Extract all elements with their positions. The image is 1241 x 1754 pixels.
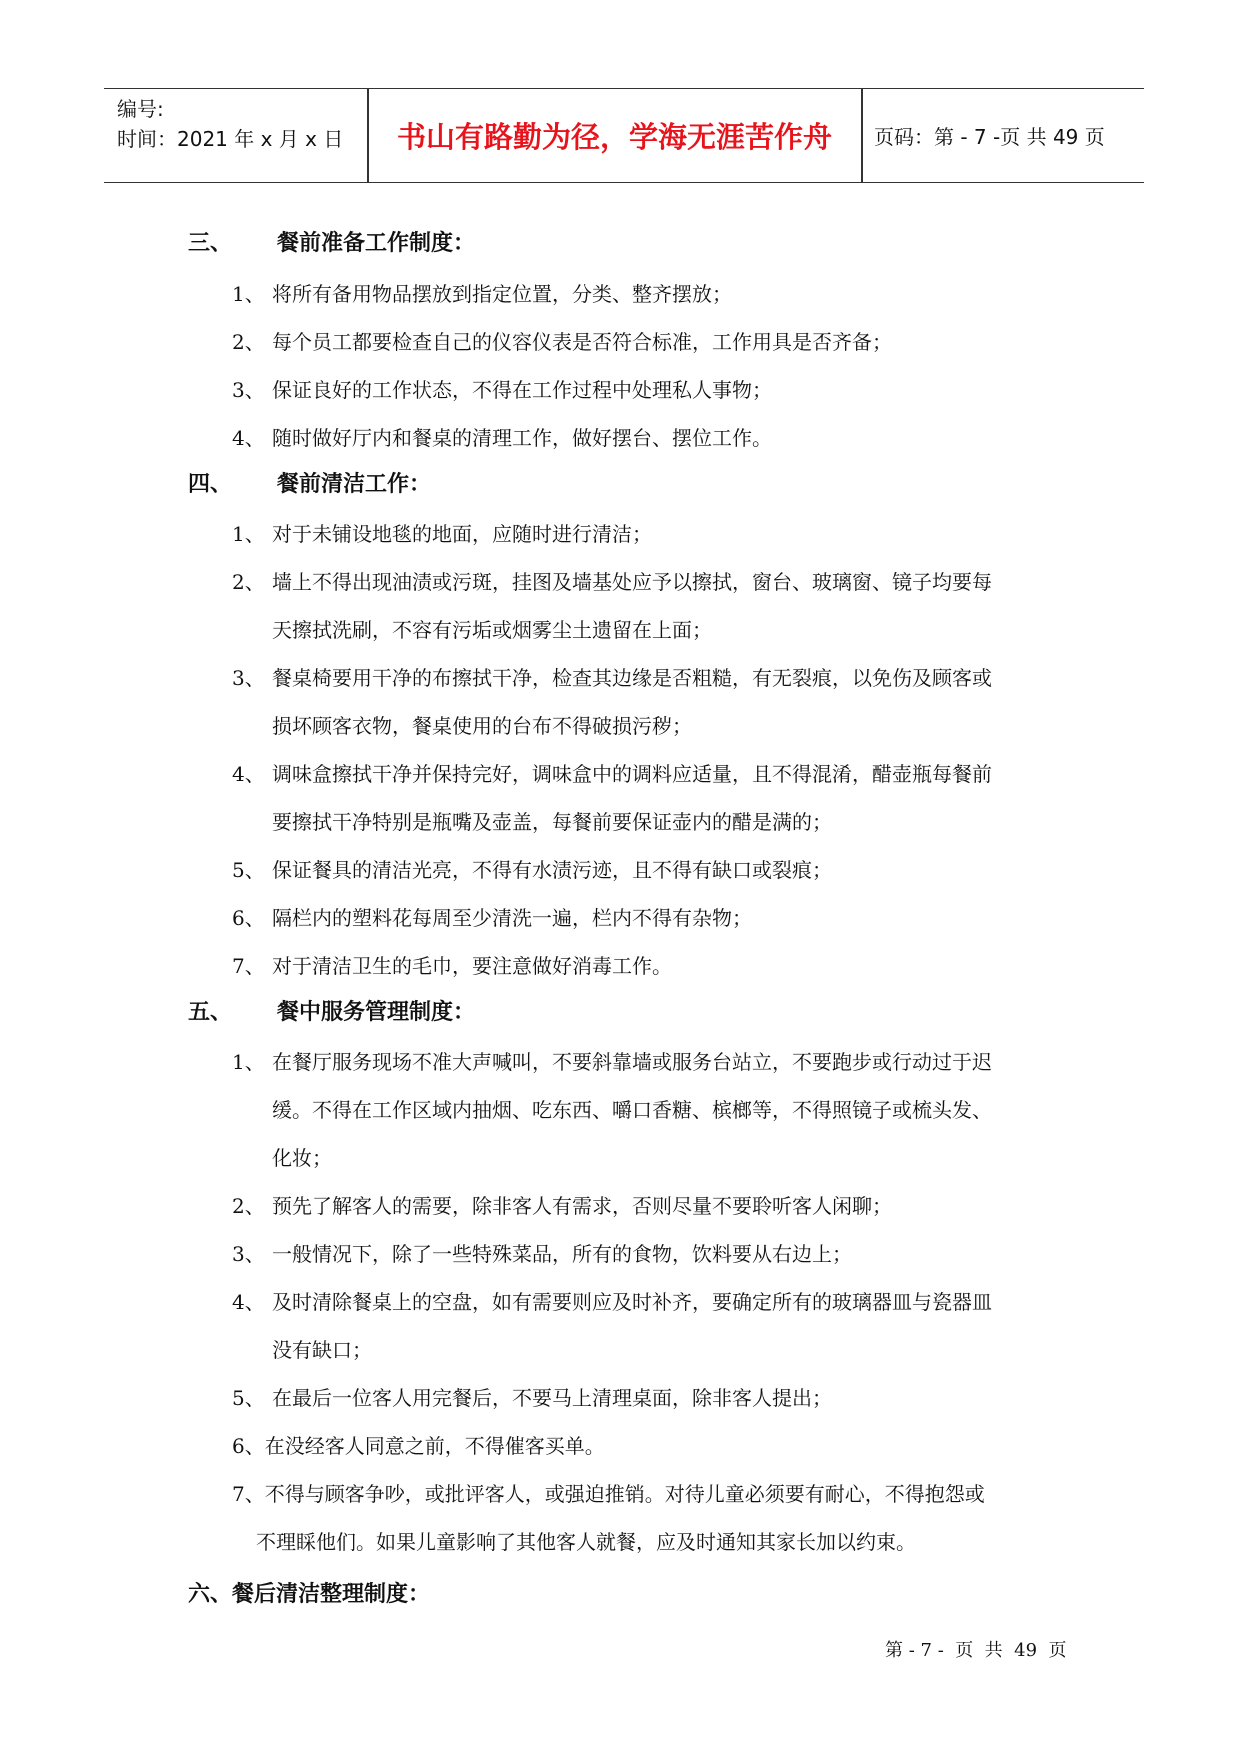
list-item: 6、 隔栏内的塑料花每周至少清洗一遍，栏内不得有杂物； bbox=[232, 906, 752, 930]
list-item: 4、 随时做好厅内和餐桌的清理工作，做好摆台、摆位工作。 bbox=[232, 426, 772, 450]
list-item: 2、 预先了解客人的需要，除非客人有需求，否则尽量不要聆听客人闲聊； bbox=[232, 1194, 892, 1218]
section-heading: 三、 餐前准备工作制度： bbox=[188, 230, 476, 256]
section-heading: 五、 餐中服务管理制度： bbox=[188, 999, 476, 1025]
header-page-number: 页码：第 - 7 -页 共 49 页 bbox=[874, 125, 1105, 149]
page-header bbox=[104, 88, 1144, 183]
list-item-continuation: 不理睬他们。如果儿童影响了其他客人就餐，应及时通知其家长加以约束。 bbox=[256, 1530, 916, 1554]
list-item: 1、 在餐厅服务现场不准大声喊叫，不要斜靠墙或服务台站立，不要跑步或行动过于迟 bbox=[232, 1050, 992, 1074]
list-item: 4、 及时清除餐桌上的空盘，如有需要则应及时补齐，要确定所有的玻璃器皿与瓷器皿 bbox=[232, 1290, 992, 1314]
section-heading: 六、餐后清洁整理制度： bbox=[188, 1581, 431, 1607]
list-item: 1、 将所有备用物品摆放到指定位置，分类、整齐摆放； bbox=[232, 282, 732, 306]
time-label: 时间：2021 年 x 月 x 日 bbox=[117, 127, 344, 151]
serial-number-label: 编号: bbox=[117, 97, 164, 121]
list-item: 6、在没经客人同意之前，不得催客买单。 bbox=[232, 1434, 605, 1458]
list-item-continuation: 损坏顾客衣物，餐桌使用的台布不得破损污秽； bbox=[272, 714, 692, 738]
header-meta bbox=[117, 94, 343, 154]
list-item: 7、 对于清洁卫生的毛巾，要注意做好消毒工作。 bbox=[232, 954, 672, 978]
page-footer: 第 - 7 - 页 共 49 页 bbox=[885, 1640, 1067, 1661]
list-item-continuation: 没有缺口； bbox=[272, 1338, 372, 1362]
list-item-continuation: 化妆； bbox=[272, 1146, 332, 1170]
list-item: 5、 保证餐具的清洁光亮，不得有水渍污迹，且不得有缺口或裂痕； bbox=[232, 858, 832, 882]
list-item-continuation: 缓。不得在工作区域内抽烟、吃东西、嚼口香糖、槟榔等，不得照镜子或梳头发、 bbox=[272, 1098, 992, 1122]
list-item: 3、 一般情况下，除了一些特殊菜品，所有的食物，饮料要从右边上； bbox=[232, 1242, 852, 1266]
list-item: 2、 每个员工都要检查自己的仪容仪表是否符合标准，工作用具是否齐备； bbox=[232, 330, 892, 354]
section-heading: 四、 餐前清洁工作： bbox=[188, 471, 432, 497]
list-item: 3、 保证良好的工作状态，不得在工作过程中处理私人事物； bbox=[232, 378, 772, 402]
list-item: 2、 墙上不得出现油渍或污斑，挂图及墙基处应予以擦拭，窗台、玻璃窗、镜子均要每 bbox=[232, 570, 992, 594]
list-item: 7、不得与顾客争吵，或批评客人，或强迫推销。对待儿童必须要有耐心，不得抱怨或 bbox=[232, 1482, 985, 1506]
list-item: 1、 对于未铺设地毯的地面，应随时进行清洁； bbox=[232, 522, 652, 546]
list-item-continuation: 天擦拭洗刷，不容有污垢或烟雾尘土遗留在上面； bbox=[272, 618, 712, 642]
header-divider bbox=[861, 89, 863, 182]
header-motto: 书山有路勤为径，学海无涯苦作舟 bbox=[396, 120, 832, 154]
list-item: 5、 在最后一位客人用完餐后，不要马上清理桌面，除非客人提出； bbox=[232, 1386, 832, 1410]
list-item-continuation: 要擦拭干净特别是瓶嘴及壶盖，每餐前要保证壶内的醋是满的； bbox=[272, 810, 832, 834]
list-item: 3、 餐桌椅要用干净的布擦拭干净，检查其边缘是否粗糙，有无裂痕，以免伤及顾客或 bbox=[232, 666, 992, 690]
list-item: 4、 调味盒擦拭干净并保持完好，调味盒中的调料应适量，且不得混淆，醋壶瓶每餐前 bbox=[232, 762, 992, 786]
